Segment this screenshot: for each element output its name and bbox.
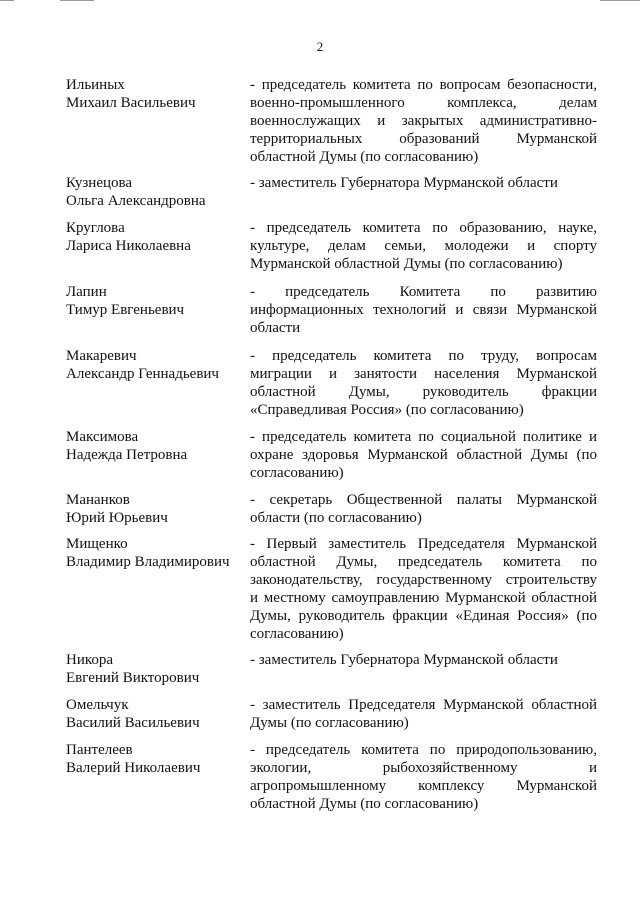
member-surname: Круглова — [66, 220, 125, 236]
member-surname: Мищенко — [66, 536, 128, 552]
role-line: согласованию) — [250, 465, 344, 481]
member-role — [250, 651, 597, 669]
scan-edge-mark-center — [60, 0, 94, 1]
member-name — [66, 283, 241, 319]
role-line: областной Думы (по согласованию) — [250, 149, 479, 165]
member-role — [250, 347, 597, 419]
member-name — [66, 535, 241, 571]
role-line: - заместитель Председателя Мурманской областной — [250, 697, 597, 713]
role-line: - председатель комитета по социальной политике и — [250, 429, 597, 445]
member-role — [250, 741, 597, 813]
role-line: согласованию) — [250, 626, 344, 642]
role-line: законодательству, государственному строительству — [250, 572, 597, 588]
member-name — [66, 741, 241, 777]
role-line: охране здоровья Мурманской областной Думы (по — [250, 447, 597, 463]
member-given-names: Валерий Николаевич — [66, 760, 201, 776]
member-given-names: Василий Васильевич — [66, 715, 200, 731]
page-number: 2 — [316, 39, 324, 54]
member-name — [66, 651, 241, 687]
role-line: - председатель комитета по образованию, науке, — [250, 220, 597, 236]
member-surname: Мананков — [66, 492, 130, 508]
member-given-names: Ольга Александровна — [66, 193, 206, 209]
role-line: военнослужащих и закрытых административно- — [250, 113, 597, 129]
member-surname: Омельчук — [66, 697, 129, 713]
role-line: территориальных образований Мурманской — [250, 131, 597, 147]
role-line: областной Думы, председатель комитета по — [250, 554, 597, 570]
role-line: агропромышленному комплексу Мурманской — [250, 778, 597, 794]
role-line: Думы, руководитель фракции «Единая Россия» (по — [250, 608, 597, 624]
member-role — [250, 696, 597, 732]
member-surname: Лапин — [66, 284, 107, 300]
member-surname: Кузнецова — [66, 175, 133, 191]
member-role — [250, 535, 597, 643]
member-given-names: Юрий Юрьевич — [66, 510, 168, 526]
member-name — [66, 347, 241, 383]
role-line: области (по согласованию) — [250, 510, 422, 526]
role-line: - Первый заместитель Председателя Мурманской — [250, 536, 597, 552]
role-line: Мурманской областной Думы (по согласованию) — [250, 256, 563, 272]
role-line: информационных технологий и связи Мурманской — [250, 302, 597, 318]
role-line: Думы (по согласованию) — [250, 715, 409, 731]
member-given-names: Александр Геннадьевич — [66, 366, 219, 382]
member-given-names: Тимур Евгеньевич — [66, 302, 185, 318]
member-role — [250, 428, 597, 482]
role-line: - председатель комитета по природопользованию, — [250, 742, 597, 758]
member-given-names: Надежда Петровна — [66, 447, 188, 463]
member-name — [66, 696, 241, 732]
member-surname: Пантелеев — [66, 742, 133, 758]
role-line: «Справедливая Россия» (по согласованию) — [250, 402, 524, 418]
role-line: - заместитель Губернатора Мурманской области — [250, 175, 558, 191]
member-role — [250, 491, 597, 527]
role-line: - председатель Комитета по развитию — [250, 284, 597, 300]
member-name — [66, 174, 241, 210]
role-line: - председатель комитета по вопросам безопасности, — [250, 77, 597, 93]
role-line: областной Думы (по согласованию) — [250, 796, 479, 812]
role-line: военно-промышленного комплекса, делам — [250, 95, 597, 111]
role-line: культуре, делам семьи, молодежи и спорту — [250, 238, 597, 254]
role-line: - заместитель Губернатора Мурманской области — [250, 652, 558, 668]
member-surname: Никора — [66, 652, 114, 668]
member-given-names: Владимир Владимирович — [66, 554, 230, 570]
member-given-names: Михаил Васильевич — [66, 95, 196, 111]
scan-edge-mark-left — [0, 0, 14, 1]
role-line: - председатель комитета по труду, вопросам — [250, 348, 597, 364]
member-given-names: Евгений Викторович — [66, 670, 200, 686]
member-name — [66, 491, 241, 527]
member-role — [250, 174, 597, 192]
member-given-names: Лариса Николаевна — [66, 238, 191, 254]
member-role — [250, 283, 597, 337]
role-line: и местному самоуправлению Мурманской областной — [250, 590, 597, 606]
member-surname: Макаревич — [66, 348, 137, 364]
role-line: областной Думы, руководитель фракции — [250, 384, 597, 400]
role-line: области — [250, 320, 301, 336]
scan-edge-mark-right — [600, 0, 640, 1]
member-role — [250, 219, 597, 273]
member-surname: Максимова — [66, 429, 139, 445]
member-surname: Ильиных — [66, 77, 125, 93]
member-role — [250, 76, 597, 166]
member-name — [66, 219, 241, 255]
role-line: - секретарь Общественной палаты Мурманской — [250, 492, 597, 508]
role-line: экологии, рыбохозяйственному и — [250, 760, 597, 776]
member-name — [66, 76, 241, 112]
role-line: миграции и занятости населения Мурманской — [250, 366, 597, 382]
member-name — [66, 428, 241, 464]
